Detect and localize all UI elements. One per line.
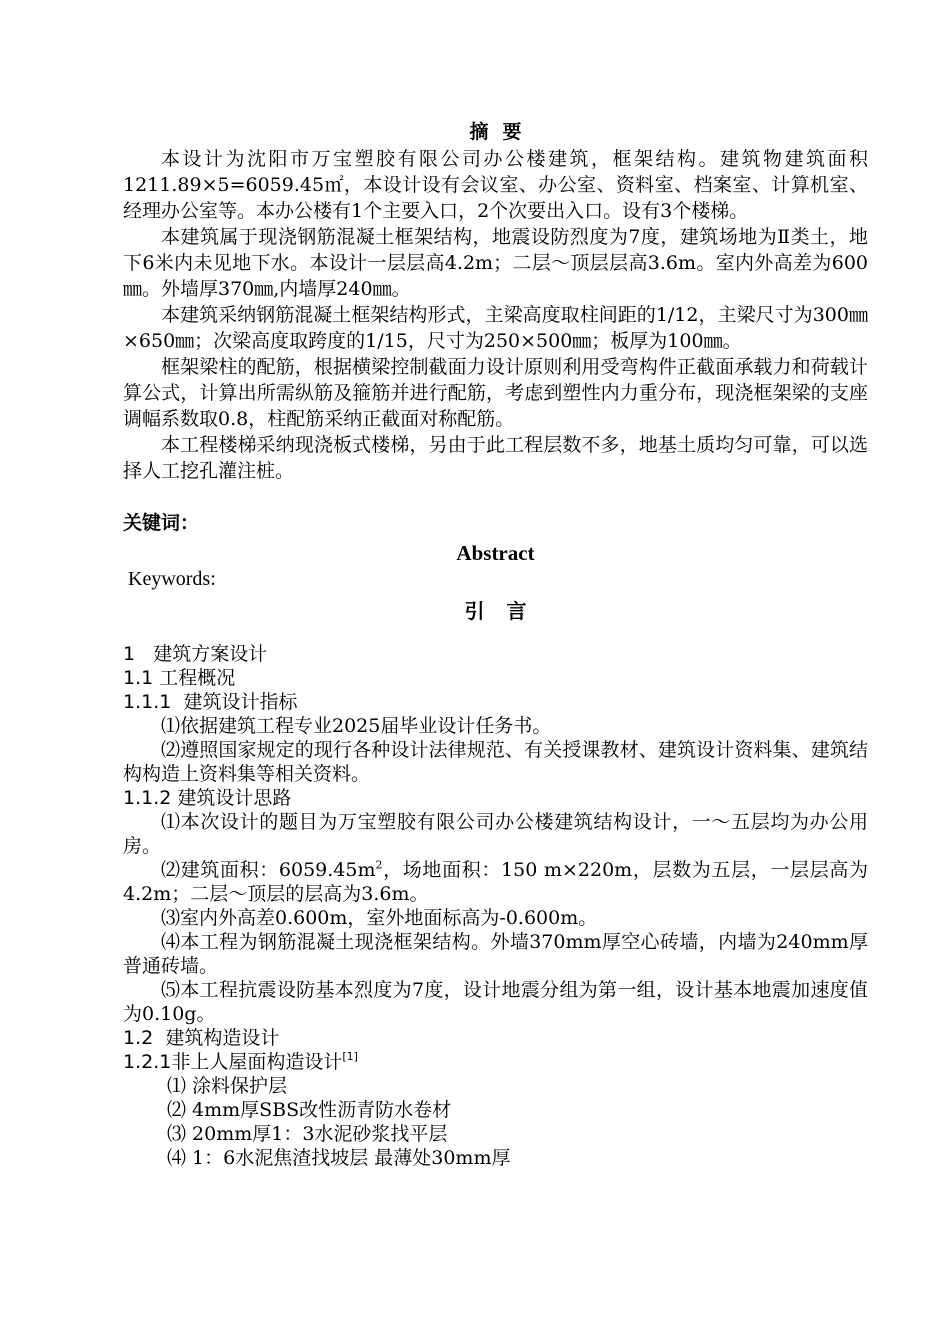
section-1-1-2-heading [123,786,868,810]
section-1-2-title: 建筑构造设计 [165,1027,280,1049]
section-1-1-1-heading [123,690,868,714]
keywords-en-label: Keywords: [128,568,216,590]
section-1-1-1-title: 建筑设计指标 [183,691,298,713]
section-1-2-1-title: 1.2.1非上人屋面构造设计 [123,1051,343,1073]
intro-title: 引言 [464,599,549,623]
abstract-paragraph-1: 本设计为沈阳市万宝塑胶有限公司办公楼建筑，框架结构。建筑物建筑面积1211.89×5=6059.45㎡，本设计设有会议室、办公室、资料室、档案室、计算机室、经理办公室等。本办公楼有1个主要入口，2个次要出入口。设有3个楼梯。 [123,148,868,222]
list-item: ⑴ 涂料保护层 [167,1075,288,1097]
list-item: ⑴本次设计的题目为万宝塑胶有限公司办公楼建筑结构设计，一～五层均为办公用房。 [123,811,868,857]
section-1-1-1-number: 1.1.1 [123,691,172,713]
abstract-paragraph-5: 本工程楼梯采纳现浇板式楼梯，另由于此工程层数不多，地基土质均匀可靠，可以选择人工挖孔灌注桩。 [123,434,868,482]
document-page [123,118,868,1170]
abstract-paragraph-4: 框架梁柱的配筋，根据横梁控制截面力设计原则利用受弯构件正截面承载力和荷载计算公式，计算出所需纵筋及箍筋并进行配筋，考虑到塑性内力重分布，现浇框架梁的支座调幅系数取0.8，柱配筋采纳正截面对称配筋。 [123,356,868,430]
section-1-heading [123,642,868,666]
section-1-2-number: 1.2 [123,1027,154,1049]
list-item: ⑷ 1：6水泥焦渣找坡层 最薄处30mm厚 [167,1147,511,1169]
list-item: ⑶室内外高差0.600m，室外地面标高为-0.600m。 [161,907,598,929]
keywords-zh-label: 关键词： [123,512,200,534]
list-item: ⑵遵照国家规定的现行各种设计法律规范、有关授课教材、建筑设计资料集、建筑结构构造上资料集等相关资料。 [123,739,868,785]
abstract-paragraph-3: 本建筑采纳钢筋混凝土框架结构形式，主梁高度取柱间距的1/12，主梁尺寸为300㎜×650㎜；次梁高度取跨度的1/15，尺寸为250×500㎜；板厚为100㎜。 [123,304,868,352]
list-item: ⑵ 4mm厚SBS改性沥青防水卷材 [167,1099,452,1121]
list-item: ⑸本工程抗震设防基本烈度为7度，设计地震分组为第一组，设计基本地震加速度值为0.10g。 [123,979,868,1025]
section-1-1-heading: 1.1 工程概况 [123,667,236,689]
section-1-2-1-heading [123,1050,868,1074]
section-1-2-heading [123,1026,868,1050]
list-item: ⑷本工程为钢筋混凝土现浇框架结构。外墙370mm厚空心砖墙，内墙为240mm厚普通砖墙。 [123,931,868,977]
abstract-paragraph-2: 本建筑属于现浇钢筋混凝土框架结构，地震设防烈度为7度，建筑场地为Ⅱ类土，地下6米内未见地下水。本设计一层层高4.2m；二层～顶层层高3.6m。室内外高差为600㎜。外墙厚370㎜,内墙厚240㎜。 [123,226,868,300]
section-1-1-2-number: 1.1.2 [123,787,172,809]
list-item [123,858,868,906]
citation-ref: [1] [342,1050,358,1063]
area-text: ⑵建筑面积：6059.45m [161,859,376,881]
section-1-number: 1 [123,643,136,665]
abstract-en-title: Abstract [456,541,535,565]
list-item: ⑶ 20mm厚1：3水泥砂浆找平层 [167,1123,448,1145]
abstract-title: 摘要 [469,121,536,143]
area-superscript: 2 [375,858,383,872]
section-1-title: 建筑方案设计 [153,643,268,665]
section-1-1-2-title: 建筑设计思路 [177,787,292,809]
list-item: ⑴依据建筑工程专业2025届毕业设计任务书。 [161,715,552,737]
area-text-rest: ，场地面积：150 m×220m，层数为五层，一层层高为4.2m；二层～顶层的层高为3.6m。 [123,859,868,905]
